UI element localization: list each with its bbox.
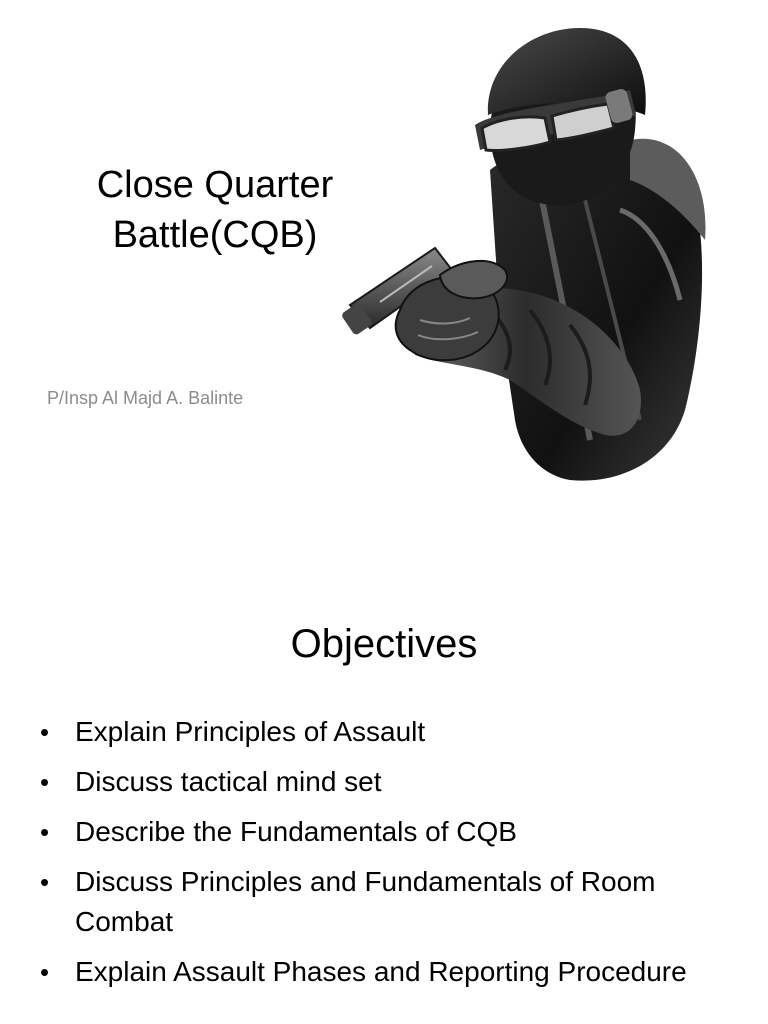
slide-title — [40, 160, 390, 260]
title-line-2: Battle(CQB) — [112, 214, 318, 256]
list-item-text: Discuss tactical mind set — [75, 766, 382, 797]
list-item — [40, 862, 740, 942]
bullet-icon: • — [40, 817, 50, 847]
title-line-1: Close Quarter — [96, 164, 334, 206]
objectives-list — [40, 712, 740, 1002]
list-item-text: Describe the Fundamentals of CQB — [75, 816, 517, 847]
list-item-text: Explain Principles of Assault — [75, 716, 426, 747]
bullet-icon: • — [40, 957, 50, 987]
presenter-name: P/Insp Al Majd A. Balinte — [47, 388, 244, 408]
objectives-heading: Objectives — [290, 622, 478, 666]
list-item-text: Discuss Principles and Fundamentals of Room Combat — [75, 866, 656, 937]
bullet-icon: • — [40, 867, 50, 897]
list-item — [40, 812, 740, 852]
bullet-icon: • — [40, 717, 50, 747]
list-item — [40, 712, 740, 752]
list-item — [40, 952, 740, 992]
bullet-icon: • — [40, 767, 50, 797]
list-item-text: Explain Assault Phases and Reporting Procedure — [75, 956, 687, 987]
tactical-operator-illustration — [340, 20, 720, 490]
list-item — [40, 762, 740, 802]
objectives-slide — [0, 576, 768, 1024]
